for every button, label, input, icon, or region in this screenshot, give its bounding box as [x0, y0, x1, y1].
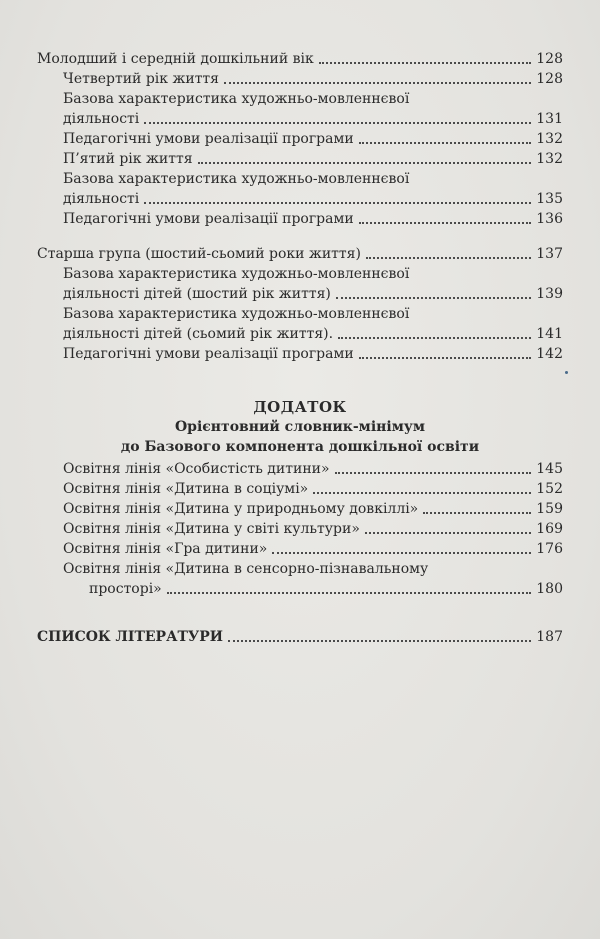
ink-speck — [565, 371, 568, 374]
toc-entry-text: Педагогічні умови реалізації програми — [63, 211, 354, 227]
toc-page-number: 135 — [536, 191, 563, 207]
toc-page-number: 145 — [536, 461, 563, 477]
toc-entry — [37, 479, 563, 499]
toc-entry — [37, 539, 563, 559]
dot-leader — [313, 492, 531, 494]
toc-page-number: 180 — [536, 581, 563, 597]
toc-entry — [37, 459, 563, 479]
dot-leader — [228, 640, 531, 642]
toc-entry-text: Педагогічні умови реалізації програми — [63, 131, 354, 147]
toc-entry-text: Освітня лінія «Дитина в соціумі» — [63, 481, 309, 497]
toc-page-number: 131 — [536, 111, 563, 127]
toc-entry — [37, 149, 563, 169]
toc-entry — [37, 344, 563, 364]
dot-leader — [366, 257, 531, 259]
toc-page-number: 176 — [536, 541, 563, 557]
toc-entry-text: Освітня лінія «Дитина у світі культури» — [63, 521, 360, 537]
toc-entry-text: діяльності дітей (сьомий рік життя). — [63, 326, 334, 342]
appendix-subtitle: Орієнтовний словник-мінімум — [174, 419, 426, 435]
toc-entry — [37, 129, 563, 149]
toc-entry-line1: Базова характеристика художньо-мовленнєвої — [63, 91, 410, 107]
toc-page-number: 141 — [536, 326, 563, 342]
toc-entry-text: Старша група (шостий-сьомий роки життя) — [37, 246, 361, 262]
appendix-subtitle: до Базового компонента дошкільної освіти — [120, 439, 480, 455]
toc-entry — [37, 69, 563, 89]
toc-entry-text: діяльності — [63, 191, 140, 207]
toc-entry-multiline — [37, 169, 563, 209]
toc-entry-section1 — [37, 49, 563, 69]
toc-entry-text: Педагогічні умови реалізації програми — [63, 346, 354, 362]
toc-entry-text: діяльності дітей (шостий рік життя) — [63, 286, 331, 302]
toc-entry-line1: Базова характеристика художньо-мовленнєвої — [63, 266, 410, 282]
toc-page-number: 128 — [536, 71, 563, 87]
dot-leader — [224, 82, 531, 84]
toc-page-number: 187 — [536, 629, 563, 645]
toc-entry — [37, 209, 563, 229]
toc-page-number: 169 — [536, 521, 563, 537]
dot-leader — [365, 532, 531, 534]
toc-entry-text: Освітня лінія «Гра дитини» — [63, 541, 268, 557]
toc-entry-text: Освітня лінія «Дитина у природньому довкіллі» — [63, 501, 419, 517]
dot-leader — [335, 472, 532, 474]
toc-entry-text: Четвертий рік життя — [63, 71, 220, 87]
dot-leader — [198, 162, 532, 164]
toc-entry-text: просторі» — [89, 581, 162, 597]
dot-leader — [319, 62, 532, 64]
dot-leader — [359, 357, 532, 359]
toc-page-number: 139 — [536, 286, 563, 302]
toc-entry-multiline — [37, 304, 563, 344]
toc-page-number: 128 — [536, 51, 563, 67]
toc-entry-line1: Базова характеристика художньо-мовленнєвої — [63, 171, 410, 187]
dot-leader — [359, 142, 532, 144]
toc-page-number: 137 — [536, 246, 563, 262]
toc-entry — [37, 499, 563, 519]
dot-leader — [167, 592, 532, 594]
toc-entry-line1: Освітня лінія «Дитина в сенсорно-пізнавальному — [63, 561, 429, 577]
toc-entry-references — [37, 627, 563, 647]
toc-entry-text: Освітня лінія «Особистість дитини» — [63, 461, 330, 477]
toc-page-number: 152 — [536, 481, 563, 497]
toc-entry-line1: Базова характеристика художньо-мовленнєвої — [63, 306, 410, 322]
dot-leader — [144, 122, 531, 124]
toc-page-number: 132 — [536, 131, 563, 147]
toc-entry-text: діяльності — [63, 111, 140, 127]
toc-entry-multiline — [37, 89, 563, 129]
dot-leader — [338, 337, 531, 339]
appendix-title: ДОДАТОК — [253, 398, 347, 416]
dot-leader — [144, 202, 531, 204]
toc-entry-text: СПИСОК ЛІТЕРАТУРИ — [37, 629, 224, 645]
toc-page-number: 159 — [536, 501, 563, 517]
toc-entry-section2 — [37, 244, 563, 264]
table-of-contents — [37, 49, 563, 647]
toc-page-number: 132 — [536, 151, 563, 167]
toc-entry-text: Молодший і середній дошкільний вік — [37, 51, 314, 67]
toc-entry-text: П’ятий рік життя — [63, 151, 193, 167]
toc-page-number: 136 — [536, 211, 563, 227]
dot-leader — [423, 512, 531, 514]
toc-entry-multiline — [37, 559, 563, 599]
toc-page-number: 142 — [536, 346, 563, 362]
dot-leader — [359, 222, 532, 224]
dot-leader — [336, 297, 531, 299]
dot-leader — [272, 552, 531, 554]
toc-entry — [37, 519, 563, 539]
toc-entry-multiline — [37, 264, 563, 304]
